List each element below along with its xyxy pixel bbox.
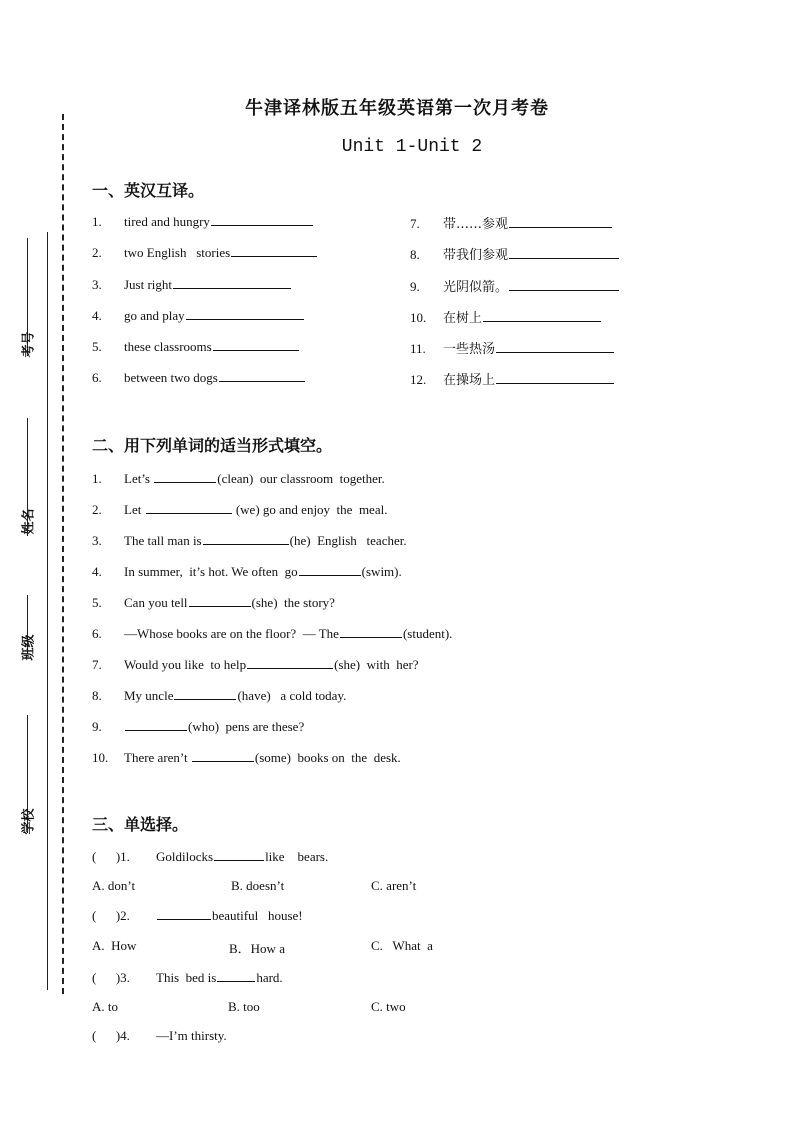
section1-heading: 一、英汉互译。 [92, 181, 205, 200]
answer-blank[interactable] [509, 278, 619, 291]
s1-item-11: 11. 一些热汤 [410, 338, 615, 357]
s1-item-7: 7. 带……参观 [410, 213, 613, 232]
s3-q2-option-a[interactable]: A. How [92, 938, 137, 953]
answer-blank[interactable] [189, 594, 251, 607]
answer-blank[interactable] [219, 369, 305, 382]
s1-item-9: 9. 光阴似箭。 [410, 276, 620, 295]
answer-blank[interactable] [496, 371, 614, 384]
margin-label-banji: 班级 [21, 634, 37, 661]
page-subtitle: Unit 1-Unit 2 [341, 137, 483, 157]
answer-blank[interactable] [211, 213, 313, 226]
margin-label-xuexiao: 学校 [21, 808, 37, 835]
answer-blank[interactable] [203, 532, 289, 545]
answer-blank[interactable] [125, 718, 187, 731]
s2-item-8: 8. My uncle (have) a cold today. [92, 688, 347, 703]
binding-dashed-line [62, 114, 64, 994]
answer-blank[interactable] [213, 338, 299, 351]
s3-q2-option-c[interactable]: C. What a [371, 938, 433, 953]
s3-q3-option-c[interactable]: C. two [371, 999, 406, 1014]
s3-q3-option-a[interactable]: A. to [92, 999, 118, 1014]
answer-blank[interactable] [217, 969, 255, 982]
answer-blank[interactable] [174, 687, 236, 700]
s2-item-9: 9. (who) pens are these? [92, 719, 305, 734]
s3-question-2: ( )2. beautiful house! [92, 908, 303, 923]
answer-blank[interactable] [247, 656, 333, 669]
answer-blank[interactable] [496, 340, 614, 353]
s3-q2-option-b[interactable]: B．How a [229, 941, 285, 956]
s3-question-3: ( )3. This bed is hard. [92, 970, 283, 985]
answer-blank[interactable] [157, 907, 211, 920]
s2-item-1: 1. Let’s (clean) our classroom together. [92, 471, 385, 486]
binding-solid-line [47, 232, 48, 990]
answer-blank[interactable] [173, 276, 291, 289]
section2-heading: 二、用下列单词的适当形式填空。 [92, 436, 333, 455]
s2-item-6: 6. —Whose books are on the floor? — The (student). [92, 626, 453, 641]
answer-blank[interactable] [154, 470, 216, 483]
s1-item-1: 1. tired and hungry [92, 213, 314, 230]
s2-item-10: 10. There aren’t (some) books on the desk. [92, 750, 401, 765]
answer-blank[interactable] [483, 309, 601, 322]
s2-item-7: 7. Would you like to help (she) with her? [92, 657, 419, 672]
s2-item-3: 3. The tall man is (he) English teacher. [92, 533, 407, 548]
answer-blank[interactable] [186, 307, 304, 320]
s1-item-12: 12. 在操场上 [410, 369, 615, 388]
s1-item-8: 8. 带我们参观 [410, 244, 620, 263]
answer-blank[interactable] [192, 749, 254, 762]
s1-item-4: 4. go and play [92, 307, 305, 324]
answer-blank[interactable] [146, 501, 232, 514]
margin-label-xingming: 姓名 [21, 508, 37, 535]
s2-item-4: 4. In summer, it’s hot. We often go (swim). [92, 564, 402, 579]
s2-item-5: 5. Can you tell (she) the story? [92, 595, 335, 610]
s1-item-10: 10. 在树上 [410, 307, 602, 326]
answer-blank[interactable] [509, 246, 619, 259]
margin-label-kaohao: 考号 [21, 331, 37, 358]
answer-blank[interactable] [299, 563, 361, 576]
s3-q1-option-a[interactable]: A. don’t [92, 878, 136, 893]
answer-blank[interactable] [340, 625, 402, 638]
answer-blank[interactable] [509, 215, 612, 228]
s3-q1-option-b[interactable]: B. doesn’t [231, 878, 285, 893]
s1-item-2: 2. two English stories [92, 244, 318, 261]
s3-q3-option-b[interactable]: B. too [228, 999, 260, 1014]
s1-item-5: 5. these classrooms [92, 338, 300, 355]
answer-blank[interactable] [214, 848, 264, 861]
s1-item-6: 6. between two dogs [92, 369, 306, 386]
s1-item-3: 3. Just right [92, 276, 292, 293]
page-title: 牛津译林版五年级英语第一次月考卷 [245, 98, 549, 119]
answer-blank[interactable] [231, 244, 317, 257]
section3-heading: 三、单选择。 [92, 815, 189, 834]
s3-question-4: ( )4. —I’m thirsty. [92, 1028, 227, 1043]
s3-q1-option-c[interactable]: C. aren’t [371, 878, 417, 893]
s2-item-2: 2. Let (we) go and enjoy the meal. [92, 502, 388, 517]
s3-question-1: ( )1. Goldilocks like bears. [92, 849, 329, 864]
